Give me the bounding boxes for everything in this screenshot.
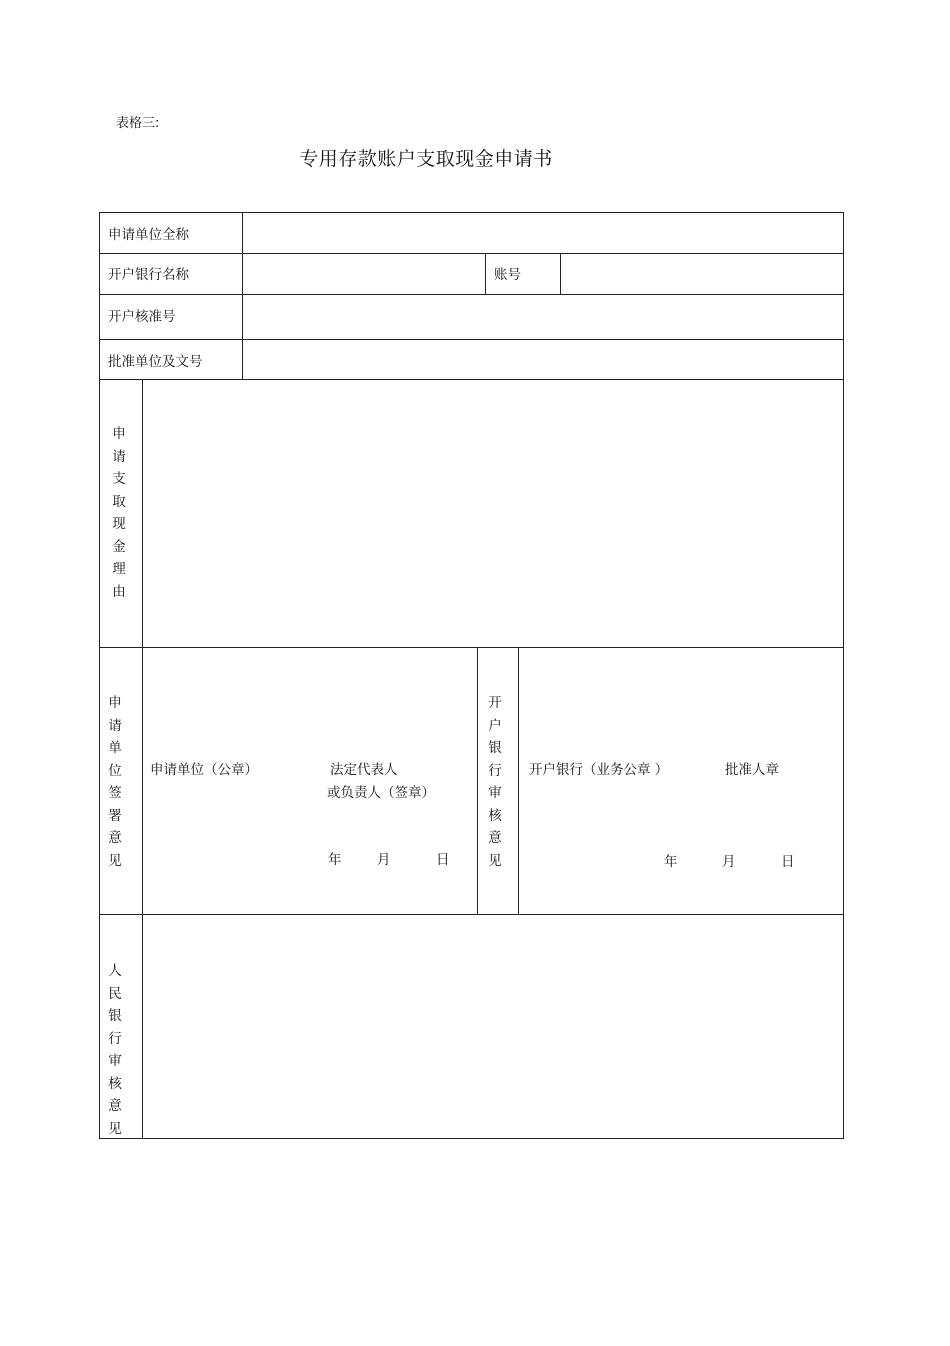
table-rule (560, 253, 561, 295)
table-border (99, 212, 100, 1139)
date-year: 年 (664, 854, 678, 870)
date-day: 日 (781, 854, 795, 870)
applicant-name-label: 申请单位全称 (108, 227, 189, 243)
table-rule (99, 1138, 844, 1139)
table-rule (99, 379, 844, 380)
bank-name-label: 开户银行名称 (108, 267, 189, 283)
table-rule (99, 914, 844, 915)
legal-representative-label: 法定代表人 (330, 762, 398, 778)
date-month: 月 (722, 854, 736, 870)
table-rule (99, 294, 844, 295)
pboc-review-label: 人民银行审核意见 (108, 963, 122, 1137)
approver-seal-label: 批准人章 (725, 762, 779, 778)
account-label: 账号 (494, 267, 521, 283)
form-tag: 表格三: (116, 116, 160, 131)
table-rule (518, 647, 519, 915)
approval-number-label: 开户核准号 (108, 309, 176, 325)
table-rule (99, 339, 844, 340)
date-day: 日 (436, 852, 450, 868)
date-month: 月 (377, 852, 391, 868)
reason-label: 申请支取现金理由 (112, 426, 126, 600)
responsible-person-label: 或负责人（签章） (327, 785, 435, 801)
table-rule (142, 379, 143, 1139)
table-rule (99, 647, 844, 648)
approver-document-label: 批准单位及文号 (108, 354, 203, 370)
table-rule (99, 253, 844, 254)
table-rule (485, 253, 486, 295)
table-rule (99, 212, 844, 213)
applicant-opinion-label: 申请单位签署意见 (108, 695, 122, 869)
bank-review-label: 开户银行审核意见 (488, 695, 502, 869)
applicant-seal-label: 申请单位（公章） (150, 762, 258, 778)
page-title: 专用存款账户支取现金申请书 (299, 148, 553, 170)
table-rule (242, 212, 243, 380)
table-rule (477, 647, 478, 915)
date-year: 年 (328, 852, 342, 868)
table-border (843, 212, 844, 1139)
bank-seal-label: 开户银行（业务公章 ） (529, 762, 669, 778)
